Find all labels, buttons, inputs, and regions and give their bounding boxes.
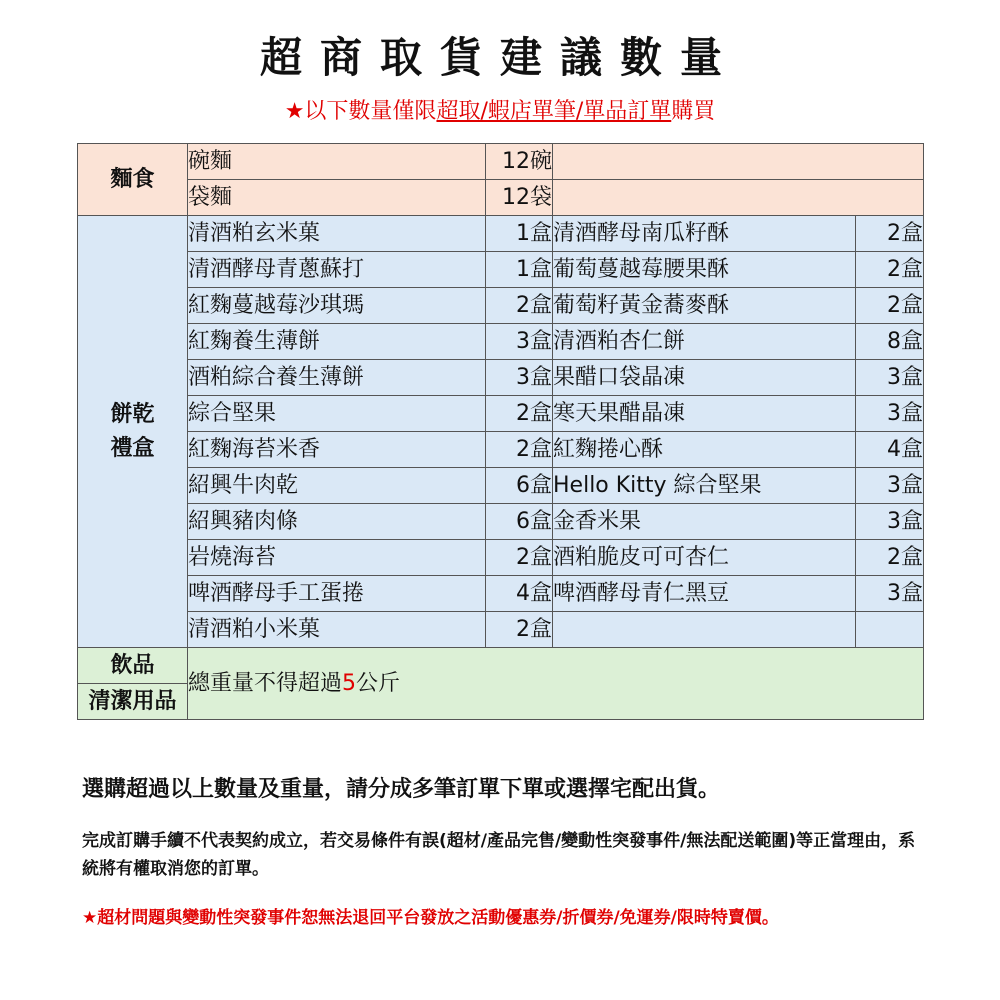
item-name: 紹興豬肉條 xyxy=(188,504,486,540)
item-qty: 2盒 xyxy=(856,252,924,288)
item-name: 袋麵 xyxy=(188,180,486,216)
table-row xyxy=(78,576,924,612)
item-name: 葡萄蔓越莓腰果酥 xyxy=(553,252,856,288)
item-qty: 2盒 xyxy=(856,540,924,576)
quantity-table xyxy=(77,143,924,720)
table-row xyxy=(78,144,924,180)
notice-split-orders: 選購超過以上數量及重量，請分成多筆訂單下單或選擇宅配出貨。 xyxy=(82,777,721,802)
item-qty: 6盒 xyxy=(486,504,553,540)
table-row xyxy=(78,540,924,576)
weight-note xyxy=(188,648,924,720)
table-row xyxy=(78,216,924,252)
table-row xyxy=(78,288,924,324)
item-name: 清酒粕小米菓 xyxy=(188,612,486,648)
subtitle xyxy=(0,96,1000,128)
item-name: 紅麴海苔米香 xyxy=(188,432,486,468)
table-row xyxy=(78,180,924,216)
category-noodles: 麵食 xyxy=(78,144,188,216)
category-snacks-line2: 禮盒 xyxy=(110,435,155,461)
empty-cell xyxy=(553,144,924,180)
item-name: 紅麴養生薄餅 xyxy=(188,324,486,360)
notice-coupon-policy: ★超材問題與變動性突發事件恕無法退回平台發放之活動優惠券/折價券/免運券/限時特賣價。 xyxy=(82,908,779,928)
item-qty: 3盒 xyxy=(856,504,924,540)
item-qty xyxy=(856,612,924,648)
item-name: 金香米果 xyxy=(553,504,856,540)
subtitle-suffix: 購買 xyxy=(671,99,716,124)
item-qty: 3盒 xyxy=(856,468,924,504)
item-name: 啤酒酵母青仁黑豆 xyxy=(553,576,856,612)
notice-cancel-policy: 完成訂購手續不代表契約成立，若交易條件有誤(超材/產品完售/變動性突發事件/無法配送範圍)等正當理由，系統將有權取消您的訂單。 xyxy=(82,831,916,879)
category-cleaning: 清潔用品 xyxy=(78,684,188,720)
item-name: 碗麵 xyxy=(188,144,486,180)
weight-note-suffix: 公斤 xyxy=(356,670,401,696)
item-qty: 2盒 xyxy=(486,432,553,468)
weight-note-number: 5 xyxy=(342,670,357,696)
subtitle-underlined: 超取/蝦店單筆/單品訂單 xyxy=(436,99,672,124)
item-name: 果醋口袋晶凍 xyxy=(553,360,856,396)
item-qty: 3盒 xyxy=(856,396,924,432)
item-qty: 3盒 xyxy=(856,360,924,396)
item-name: 清酒粕玄米菓 xyxy=(188,216,486,252)
table-row xyxy=(78,432,924,468)
item-qty: 6盒 xyxy=(486,468,553,504)
item-name: 寒天果醋晶凍 xyxy=(553,396,856,432)
table-row xyxy=(78,360,924,396)
item-qty: 4盒 xyxy=(486,576,553,612)
table-row xyxy=(78,468,924,504)
item-name: 清酒酵母青蔥蘇打 xyxy=(188,252,486,288)
table-row xyxy=(78,612,924,648)
page-title: 超商取貨建議數量 xyxy=(259,33,740,82)
item-qty: 2盒 xyxy=(486,396,553,432)
item-qty: 1盒 xyxy=(486,252,553,288)
item-name: 葡萄籽黃金蕎麥酥 xyxy=(553,288,856,324)
item-name: Hello Kitty 綜合堅果 xyxy=(553,468,856,504)
item-qty: 2盒 xyxy=(486,288,553,324)
item-qty: 3盒 xyxy=(486,324,553,360)
item-name: 岩燒海苔 xyxy=(188,540,486,576)
table-row xyxy=(78,648,924,684)
item-qty: 8盒 xyxy=(856,324,924,360)
table-row xyxy=(78,396,924,432)
empty-cell xyxy=(553,180,924,216)
item-qty: 4盒 xyxy=(856,432,924,468)
item-name xyxy=(553,612,856,648)
table-row xyxy=(78,324,924,360)
weight-note-prefix: 總重量不得超過 xyxy=(188,670,343,696)
item-name: 酒粕脆皮可可杏仁 xyxy=(553,540,856,576)
item-qty: 1盒 xyxy=(486,216,553,252)
item-name: 清酒粕杏仁餅 xyxy=(553,324,856,360)
item-qty: 2盒 xyxy=(486,612,553,648)
table-row xyxy=(78,252,924,288)
item-name: 清酒酵母南瓜籽酥 xyxy=(553,216,856,252)
item-name: 啤酒酵母手工蛋捲 xyxy=(188,576,486,612)
item-qty: 12袋 xyxy=(486,180,553,216)
item-name: 紹興牛肉乾 xyxy=(188,468,486,504)
item-qty: 2盒 xyxy=(856,216,924,252)
item-name: 綜合堅果 xyxy=(188,396,486,432)
item-qty: 3盒 xyxy=(486,360,553,396)
category-drinks: 飲品 xyxy=(78,648,188,684)
table-row xyxy=(78,504,924,540)
item-qty: 2盒 xyxy=(856,288,924,324)
item-qty: 12碗 xyxy=(486,144,553,180)
category-snacks-line1: 餅乾 xyxy=(110,401,155,427)
item-name: 紅麴捲心酥 xyxy=(553,432,856,468)
item-qty: 3盒 xyxy=(856,576,924,612)
category-snacks xyxy=(78,216,188,648)
subtitle-prefix: ★以下數量僅限 xyxy=(284,99,437,124)
item-name: 酒粕綜合養生薄餅 xyxy=(188,360,486,396)
item-qty: 2盒 xyxy=(486,540,553,576)
item-name: 紅麴蔓越莓沙琪瑪 xyxy=(188,288,486,324)
